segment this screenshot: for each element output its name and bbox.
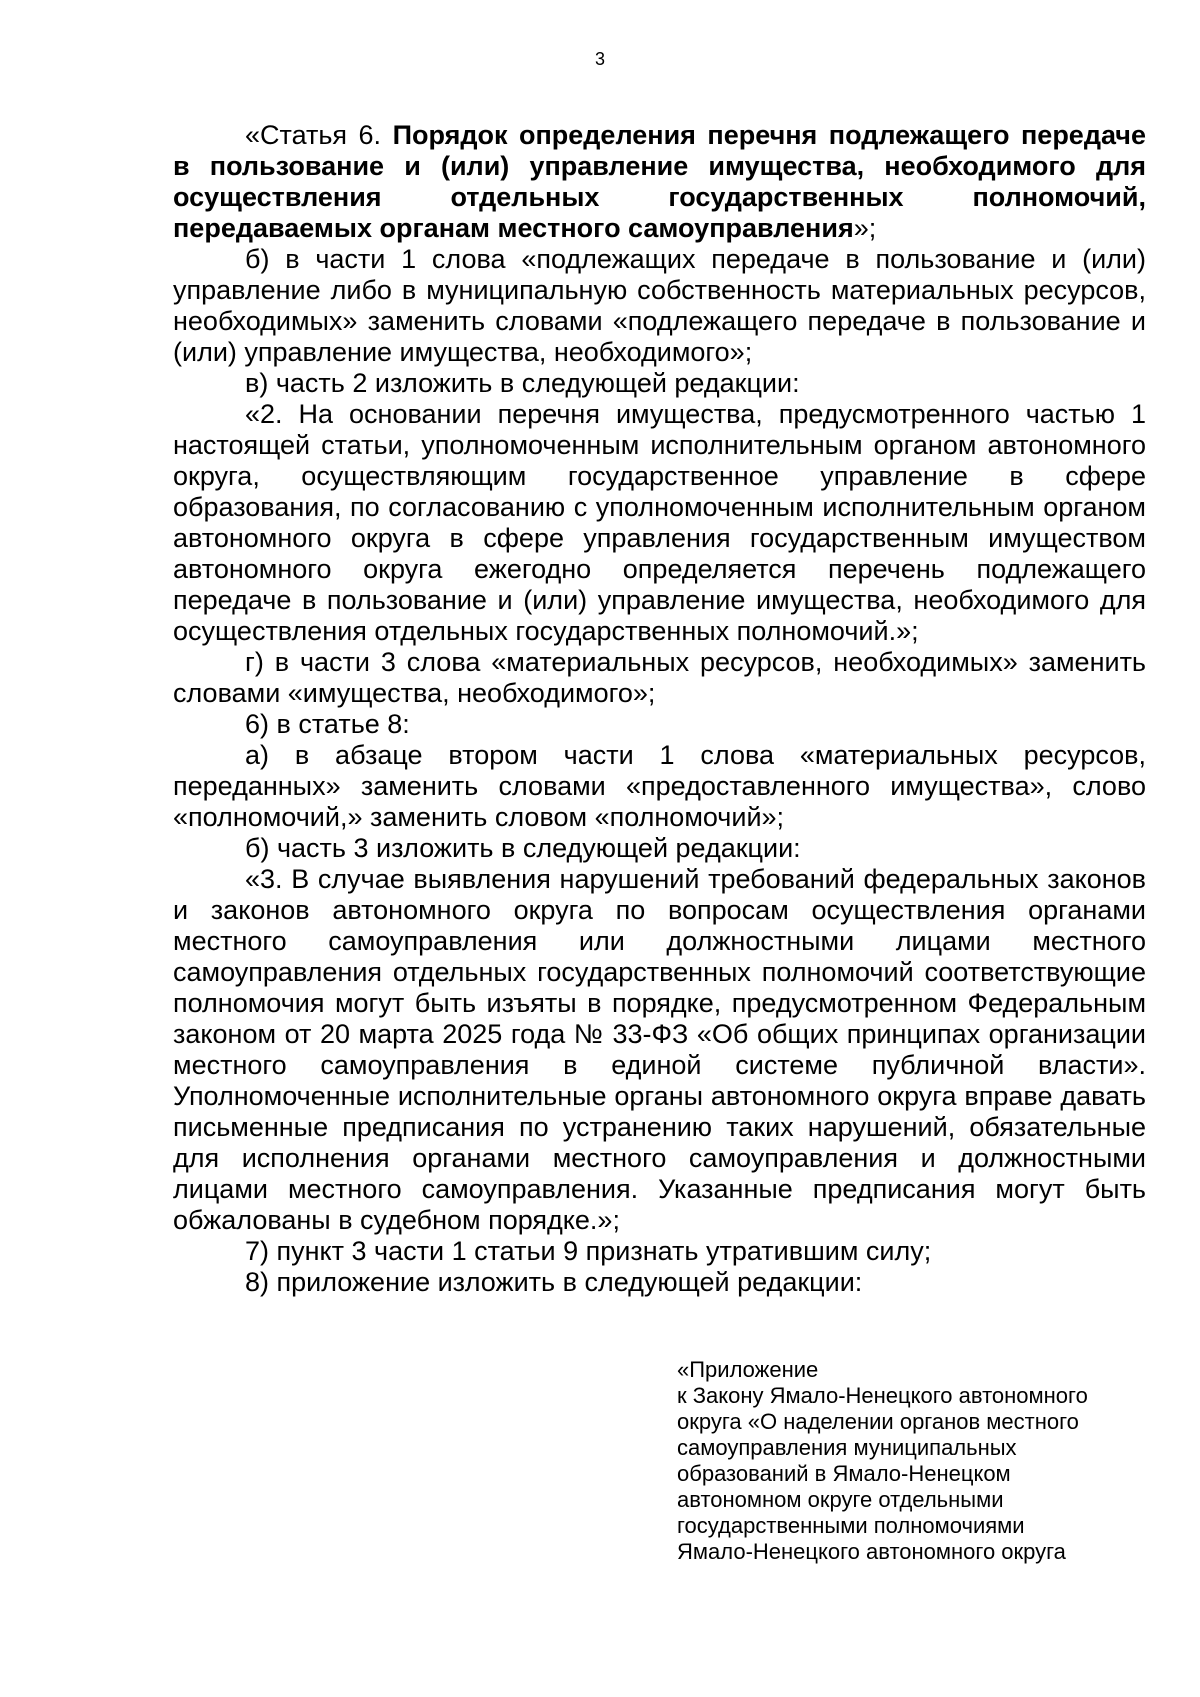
- article-heading: [173, 120, 1146, 244]
- paragraph-quoted-part-2: «2. На основании перечня имущества, предусмотренного частью 1 настоящей статьи, уполномоченным исполнительным органом автономного округа, осуществляющим государственное управление в сфере образования, по согласованию с уполномоченным исполнительным органом автономного округа в сфере управления государственным имуществом автономного округа ежегодно определяется перечень подлежащего передаче в пользование и (или) управление имущества, необходимого для осуществления отдельных государственных полномочий.»;: [173, 399, 1146, 646]
- appendix-line: Ямало-Ненецкого автономного округа: [677, 1539, 1066, 1564]
- document-body: [173, 120, 1146, 1298]
- appendix-caption: [677, 1357, 1157, 1565]
- article-heading-prefix: «Статья 6.: [245, 120, 393, 150]
- article-heading-suffix: »;: [853, 213, 877, 243]
- paragraph-b-part-1: б) в части 1 слова «подлежащих передаче в пользование и (или) управление либо в муниципальную собственность материальных ресурсов, необходимых» заменить словами «подлежащего передаче в пользование и (или) управление имущества, необходимого»;: [173, 244, 1146, 367]
- paragraph-v-part-2: в) часть 2 изложить в следующей редакции:: [245, 368, 800, 398]
- page-number: 3: [594, 49, 605, 69]
- article-heading-title: Порядок определения перечня подлежащего передаче в пользование и (или) управление имущества, необходимого для осуществления отдельных государственных полномочий, передаваемых органам местного самоуправления: [173, 120, 1147, 243]
- appendix-line: автономном округе отдельными: [677, 1487, 1004, 1512]
- appendix-line: самоуправления муниципальных: [677, 1435, 1017, 1460]
- paragraph-item-8: 8) приложение изложить в следующей редакции:: [245, 1267, 863, 1297]
- appendix-line: округа «О наделении органов местного: [677, 1409, 1079, 1434]
- appendix-line: государственными полномочиями: [677, 1513, 1025, 1538]
- paragraph-item-7: 7) пункт 3 части 1 статьи 9 признать утратившим силу;: [245, 1236, 932, 1266]
- paragraph-item-6: 6) в статье 8:: [245, 709, 410, 739]
- paragraph-quoted-part-3: «3. В случае выявления нарушений требований федеральных законов и законов автономного округа по вопросам осуществления органами местного самоуправления или должностными лицами местного самоуправления отдельных государственных полномочий соответствующие полномочия могут быть изъяты в порядке, предусмотренном Федеральным законом от 20 марта 2025 года № 33-ФЗ «Об общих принципах организации местного самоуправления в единой системе публичной власти». Уполномоченные исполнительные органы автономного округа вправе давать письменные предписания по устранению таких нарушений, обязательные для исполнения органами местного самоуправления и должностными лицами местного самоуправления. Указанные предписания могут быть обжалованы в судебном порядке.»;: [173, 864, 1146, 1235]
- paragraph-b-article-8: б) часть 3 изложить в следующей редакции:: [245, 833, 801, 863]
- appendix-line: образований в Ямало-Ненецком: [677, 1461, 1011, 1486]
- paragraph-g-part-3: г) в части 3 слова «материальных ресурсов, необходимых» заменить словами «имущества, необходимого»;: [173, 647, 1146, 708]
- appendix-line: к Закону Ямало-Ненецкого автономного: [677, 1383, 1088, 1408]
- appendix-line: «Приложение: [677, 1357, 819, 1382]
- paragraph-a-article-8: а) в абзаце втором части 1 слова «материальных ресурсов, переданных» заменить словами «предоставленного имущества», слово «полномочий,» заменить словом «полномочий»;: [173, 740, 1146, 832]
